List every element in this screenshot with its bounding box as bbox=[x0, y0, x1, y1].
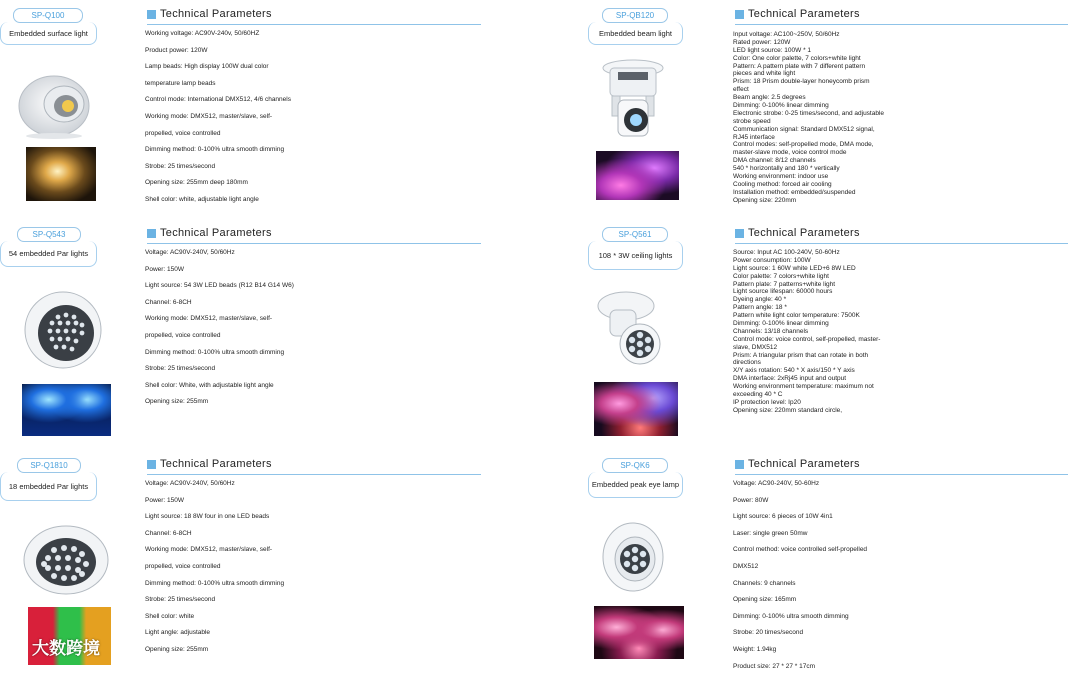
spec-line: Communication signal: Standard DMX512 signal, bbox=[733, 125, 875, 133]
spec-line: Control method: voice controlled self-propelled bbox=[733, 546, 868, 554]
model-badge: SP-Q100 bbox=[13, 8, 83, 23]
spec-line: strobe speed bbox=[733, 117, 771, 125]
spec-line: DMA interface: 2xRj45 input and output bbox=[733, 375, 847, 383]
spec-line: Opening size: 220mm standard circle, bbox=[733, 406, 843, 414]
section-marker bbox=[147, 10, 156, 19]
product-name: Embedded beam light bbox=[599, 28, 672, 38]
spec-line: master-slave mode, voice control mode bbox=[733, 149, 847, 157]
spec-line: propelled, voice controlled bbox=[145, 129, 221, 137]
spec-line: Light source: 1 60W white LED+6 8W LED bbox=[733, 264, 856, 272]
spec-line: Power consumption: 100W bbox=[733, 256, 811, 264]
spec-line: exceeding 40 * C bbox=[733, 391, 783, 399]
spec-line: Opening size: 255mm deep 180mm bbox=[145, 179, 248, 187]
watermark-text: 大数跨境 bbox=[32, 639, 100, 658]
section-marker bbox=[147, 229, 156, 238]
spec-line: DMX512 bbox=[733, 562, 759, 570]
spec-line: Product size: 27 * 27 * 17cm bbox=[733, 662, 816, 670]
beam-light-image bbox=[598, 58, 668, 144]
pink-light-effect-image bbox=[594, 606, 684, 659]
spec-line: Electronic strobe: 0-25 times/second, and adjustable bbox=[733, 109, 885, 117]
spec-line: Working mode: DMX512, master/slave, self- bbox=[145, 315, 273, 323]
spec-line: Product power: 120W bbox=[145, 46, 208, 54]
product-name-card bbox=[0, 472, 97, 501]
spec-line: Strobe: 20 times/second bbox=[733, 629, 804, 637]
spec-line: propelled, voice controlled bbox=[145, 331, 221, 339]
spec-line: Rated power: 120W bbox=[733, 38, 791, 46]
spec-line: Color palette: 7 colors+white light bbox=[733, 272, 829, 280]
spec-line: Pattern: A pattern plate with 7 different pattern bbox=[733, 62, 866, 70]
spec-line: Dimming method: 0-100% ultra smooth dimming bbox=[145, 146, 285, 154]
spec-line: Installation method: embedded/suspended bbox=[733, 188, 856, 196]
section-title: Technical Parameters bbox=[160, 8, 272, 20]
spec-line: Working mode: DMX512, master/slave, self- bbox=[145, 112, 273, 120]
spec-line: propelled, voice controlled bbox=[145, 562, 221, 570]
spec-line: Light source: 6 pieces of 10W 4in1 bbox=[733, 513, 833, 521]
spec-line: Control mode: International DMX512, 4/6 channels bbox=[145, 96, 291, 104]
section-marker bbox=[735, 10, 744, 19]
section-header bbox=[147, 8, 481, 25]
spec-line: Prism: 18 Prism double-layer honeycomb prism bbox=[733, 78, 870, 86]
spec-line: Power: 150W bbox=[145, 496, 185, 504]
spec-line: Lamp beads: High display 100W dual color bbox=[145, 63, 269, 71]
spec-line: Light source: 18 8W four in one LED beads bbox=[145, 513, 270, 521]
model-badge: SP-Q561 bbox=[602, 227, 668, 242]
section-header bbox=[147, 227, 481, 244]
section-title: Technical Parameters bbox=[748, 227, 860, 239]
spec-line: Shell color: White, with adjustable light angle bbox=[145, 381, 274, 389]
spec-line: Dimming: 0-100% ultra smooth dimming bbox=[733, 612, 849, 620]
model-badge: SP-Q543 bbox=[17, 227, 81, 242]
spec-line: X/Y axis rotation: 540 * X axis/150 * Y axis bbox=[733, 367, 855, 375]
product-name-card bbox=[588, 472, 683, 498]
spec-line: Opening size: 255mm bbox=[145, 398, 209, 406]
spec-line: Strobe: 25 times/second bbox=[145, 162, 216, 170]
par-light-18-image bbox=[22, 524, 110, 596]
section-title: Technical Parameters bbox=[160, 458, 272, 470]
spec-line: Strobe: 25 times/second bbox=[145, 596, 216, 604]
spec-line: Dimming method: 0-100% ultra smooth dimming bbox=[145, 348, 285, 356]
spec-line: Working voltage: AC90V-240v, 50/60HZ bbox=[145, 30, 260, 37]
spec-line: Channels: 9 channels bbox=[733, 579, 796, 587]
spec-line: Control modes: self-propelled mode, DMA mode, bbox=[733, 141, 874, 149]
spec-line: pieces and white light bbox=[733, 70, 796, 78]
warm-light-effect-image bbox=[26, 147, 96, 201]
section-header bbox=[147, 458, 481, 475]
spec-list bbox=[145, 29, 475, 212]
model-badge: SP-QK6 bbox=[602, 458, 668, 473]
spec-line: Working mode: DMX512, master/slave, self- bbox=[145, 546, 273, 554]
spec-line: Power: 150W bbox=[145, 265, 185, 273]
spec-line: Working environment temperature: maximum not bbox=[733, 383, 874, 391]
spec-line: Laser: single green 50mw bbox=[733, 529, 808, 537]
spec-line: Power: 80W bbox=[733, 496, 769, 504]
spec-line: Color: One color palette, 7 colors+white light bbox=[733, 54, 861, 62]
spec-list bbox=[733, 31, 1063, 205]
spec-line: temperature lamp beads bbox=[145, 79, 216, 87]
spec-line: effect bbox=[733, 86, 749, 94]
ceiling-light-image bbox=[596, 290, 664, 368]
spec-line: Input voltage: AC100~250V, 50/60Hz bbox=[733, 31, 840, 38]
blue-light-effect-image bbox=[22, 384, 111, 436]
spec-line: Dimming: 0-100% linear dimming bbox=[733, 320, 829, 328]
model-badge: SP-Q1810 bbox=[17, 458, 81, 473]
spec-line: Channel: 6-8CH bbox=[145, 298, 192, 306]
spec-line: Voltage: AC90V-240V, 50/60Hz bbox=[145, 480, 235, 487]
spec-line: RJ45 interface bbox=[733, 133, 775, 141]
spec-line: Control mode: voice control, self-propelled, master- bbox=[733, 335, 881, 343]
section-title: Technical Parameters bbox=[748, 458, 860, 470]
product-name: Embedded surface light bbox=[9, 28, 88, 38]
spec-list bbox=[145, 479, 475, 662]
spec-line: directions bbox=[733, 359, 761, 367]
watermark-logo-icon bbox=[6, 637, 28, 657]
spec-line: 540 * horizontally and 180 * vertically bbox=[733, 165, 840, 173]
spec-line: Light source: 54 3W LED beads (R12 B14 G14 W6) bbox=[145, 282, 294, 290]
spec-line: Dimming method: 0-100% ultra smooth dimming bbox=[145, 579, 285, 587]
spec-line: Strobe: 25 times/second bbox=[145, 365, 216, 373]
spec-line: Voltage: AC90-240V, 50-60Hz bbox=[733, 480, 820, 487]
surface-light-image bbox=[14, 68, 94, 140]
spec-line: Voltage: AC90V-240V, 50/60Hz bbox=[145, 249, 235, 256]
spec-line: Cooling method: forced air cooling bbox=[733, 180, 832, 188]
spec-line: Light source lifespan: 60000 hours bbox=[733, 288, 833, 296]
spec-line: Shell color: white bbox=[145, 612, 195, 620]
spec-line: slave, DMX512 bbox=[733, 343, 778, 351]
par-light-54-image bbox=[22, 289, 104, 371]
spec-line: Working environment: indoor use bbox=[733, 173, 829, 181]
spec-line: Source: Input AC 100-240V, 50-60Hz bbox=[733, 249, 840, 256]
spec-line: Channel: 6-8CH bbox=[145, 529, 192, 537]
spec-line: IP protection level: Ip20 bbox=[733, 398, 801, 406]
section-marker bbox=[735, 460, 744, 469]
section-marker bbox=[147, 460, 156, 469]
product-name-card bbox=[0, 241, 97, 267]
section-title: Technical Parameters bbox=[160, 227, 272, 239]
product-name: 18 embedded Par lights bbox=[8, 481, 89, 491]
spec-list bbox=[733, 479, 1063, 678]
product-name: 54 embedded Par lights bbox=[8, 249, 89, 258]
spec-line: Dyeing angle: 40 * bbox=[733, 296, 787, 304]
purple-beam-effect-image bbox=[596, 151, 679, 200]
product-name: Embedded peak eye lamp bbox=[591, 480, 680, 489]
section-header bbox=[735, 227, 1068, 244]
section-title: Technical Parameters bbox=[748, 8, 860, 20]
watermark bbox=[6, 634, 100, 659]
spec-line: Opening size: 220mm bbox=[733, 196, 797, 204]
section-header bbox=[735, 458, 1068, 475]
spec-line: Opening size: 255mm bbox=[145, 645, 209, 653]
product-name-card bbox=[588, 22, 683, 45]
spec-line: LED light source: 100W * 1 bbox=[733, 46, 812, 54]
spec-line: Pattern angle: 18 * bbox=[733, 304, 787, 312]
spec-line: Dimming: 0-100% linear dimming bbox=[733, 102, 829, 110]
section-marker bbox=[735, 229, 744, 238]
spec-list bbox=[145, 248, 475, 414]
section-header bbox=[735, 8, 1068, 25]
spec-line: Shell color: white, adjustable light angle bbox=[145, 195, 259, 203]
product-name: 108 * 3W ceiling lights bbox=[598, 250, 673, 260]
product-name-card bbox=[0, 22, 97, 45]
product-name-card bbox=[588, 241, 683, 270]
spec-line: Beam angle: 2.5 degrees bbox=[733, 94, 806, 102]
spec-list bbox=[733, 249, 1063, 415]
spec-line: Opening size: 165mm bbox=[733, 596, 797, 604]
spec-line: DMA channel: 8/12 channels bbox=[733, 157, 816, 165]
peak-eye-lamp-image bbox=[601, 521, 665, 593]
spec-line: Weight: 1.94kg bbox=[733, 645, 777, 653]
pattern-light-effect-image bbox=[594, 382, 678, 436]
spec-line: Pattern white light color temperature: 7500K bbox=[733, 312, 860, 320]
spec-line: Pattern plate: 7 patterns+white light bbox=[733, 280, 836, 288]
spec-line: Light angle: adjustable bbox=[145, 629, 211, 637]
spec-line: Channels: 13/18 channels bbox=[733, 327, 809, 335]
spec-line: Prism: A triangular prism that can rotate in both bbox=[733, 351, 869, 359]
model-badge: SP-QB120 bbox=[602, 8, 668, 23]
